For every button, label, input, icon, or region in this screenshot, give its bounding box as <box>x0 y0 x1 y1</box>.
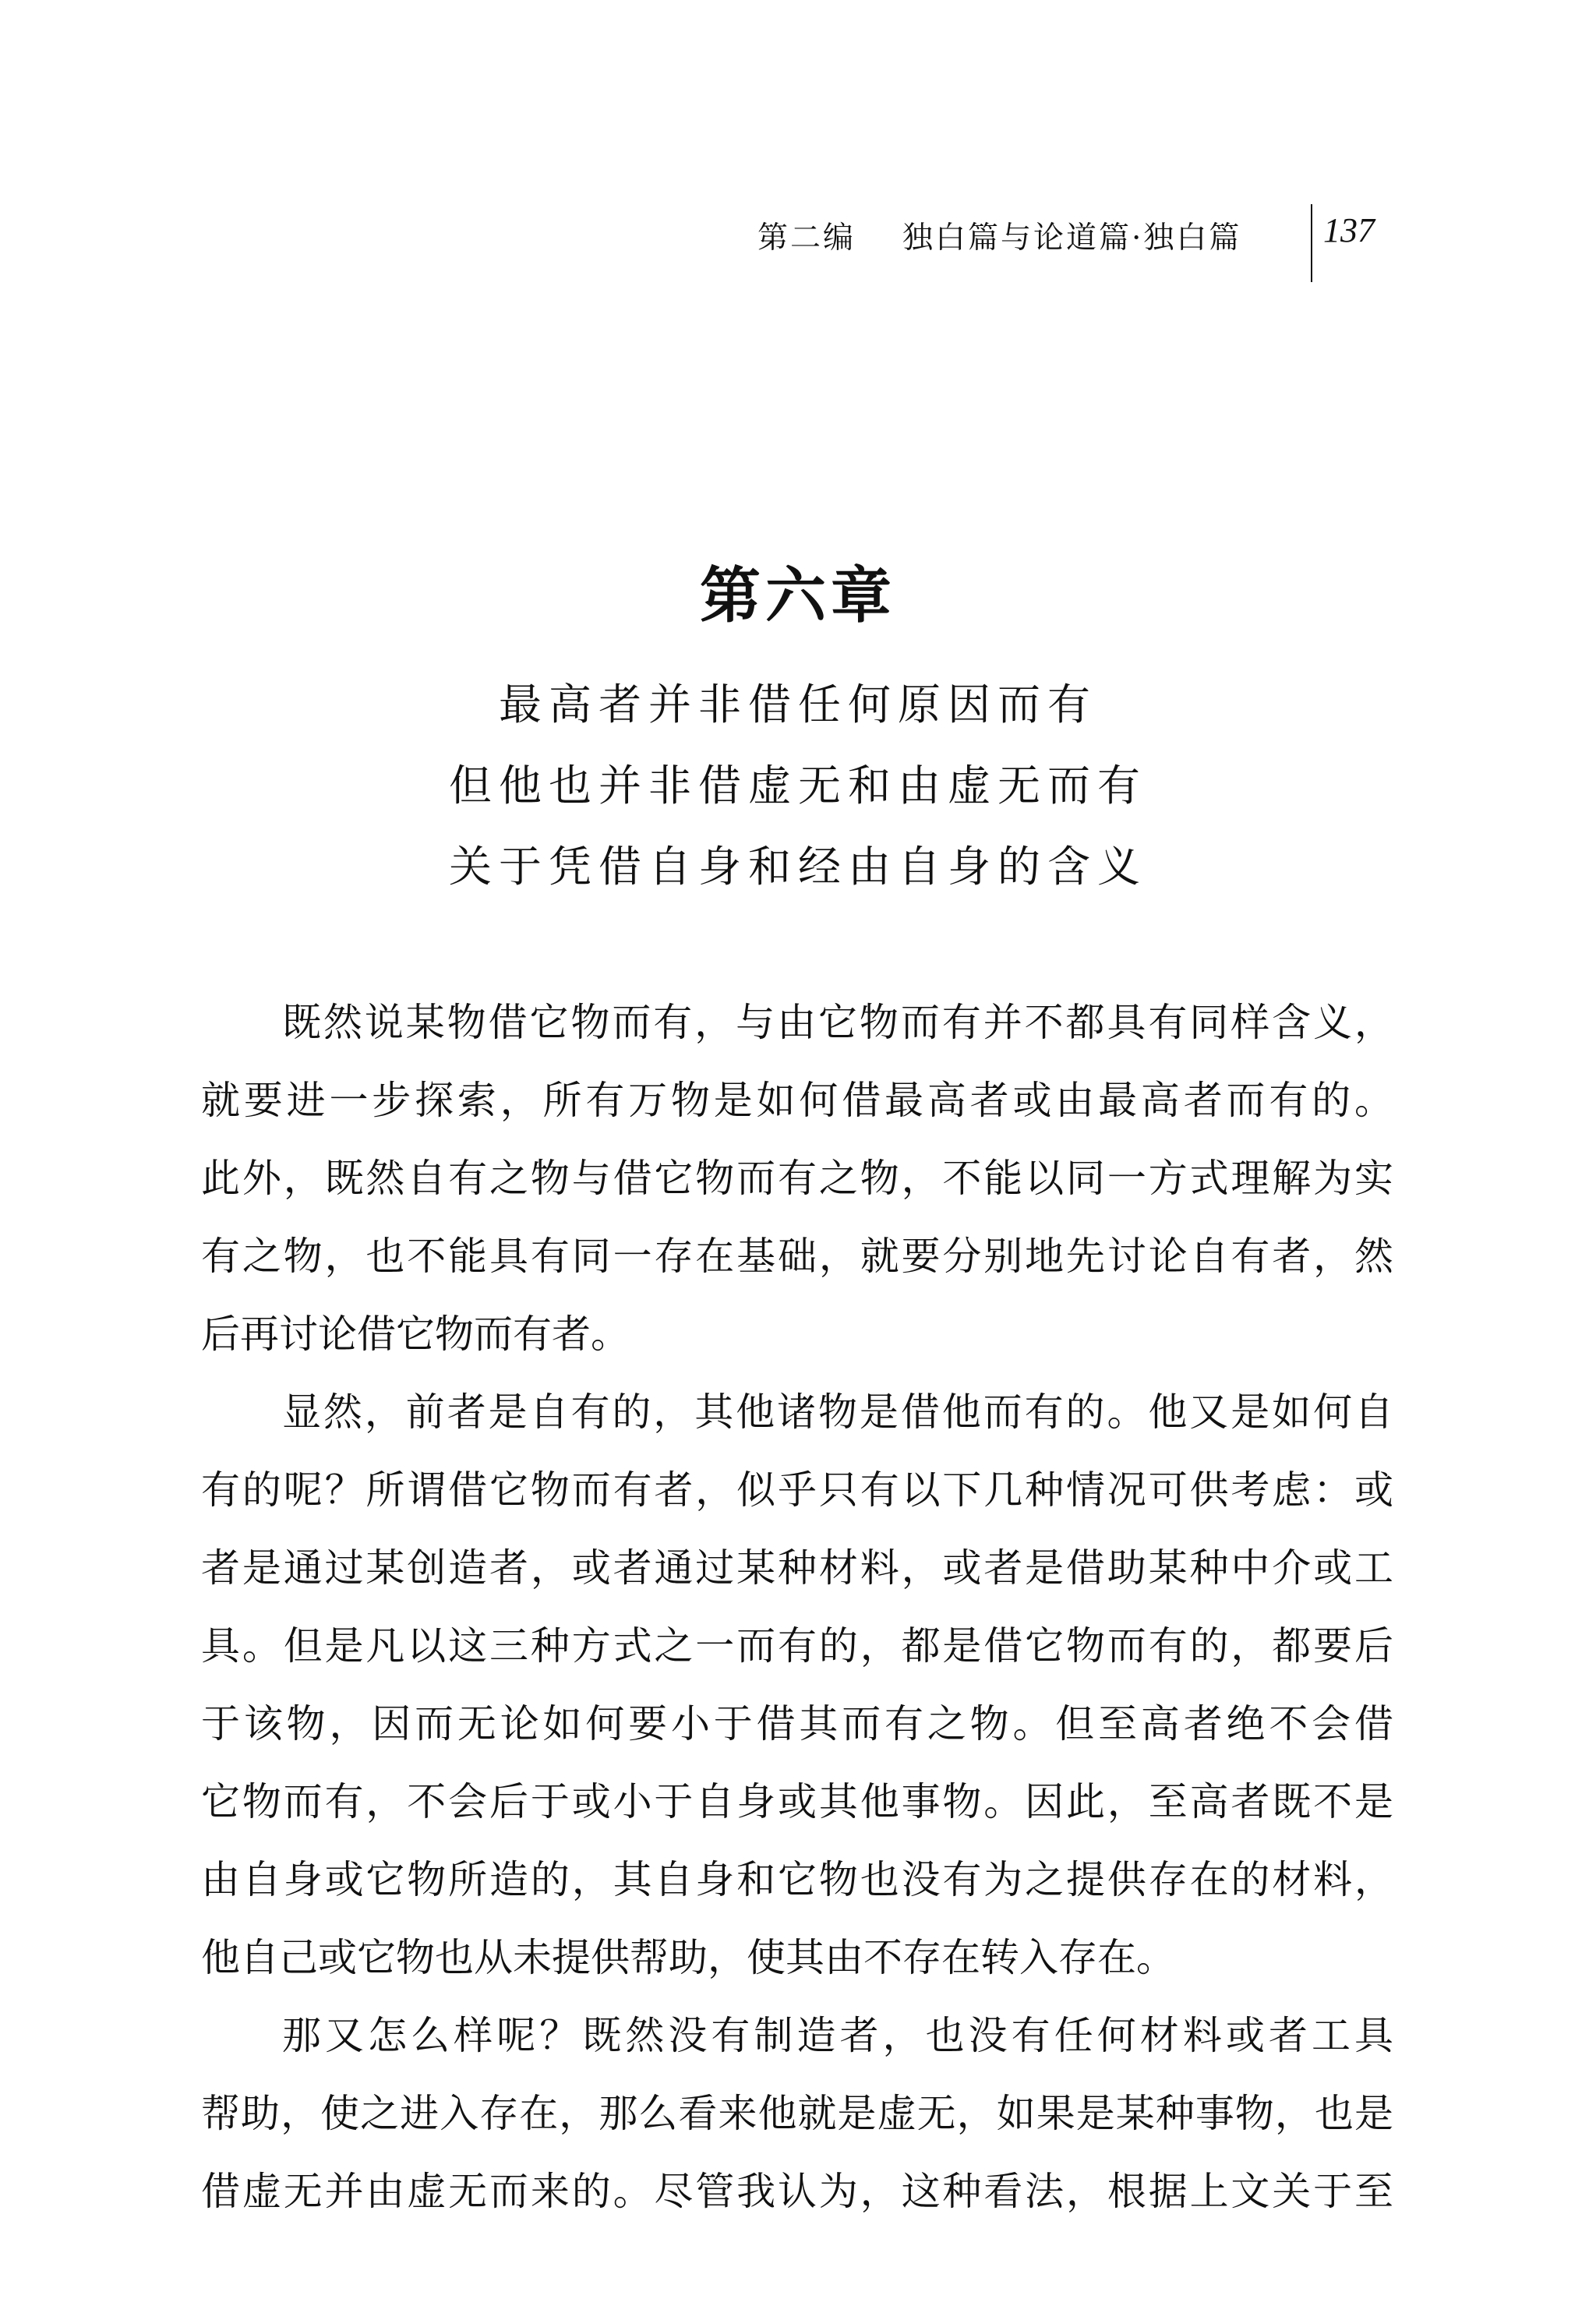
body-text <box>201 983 1393 2230</box>
chapter-subtitle-line: 最高者并非借任何原因而有 <box>498 680 1097 729</box>
running-header-divider <box>1311 204 1312 282</box>
text-line: 那又怎么样呢？既然没有制造者，也没有任何材料或者工具 <box>282 2013 1393 2058</box>
text-line: 有之物，也不能具有同一存在基础，就要分别地先讨论自有者，然 <box>201 1234 1393 1279</box>
chapter-subtitle-line: 关于凭借自身和经由自身的含义 <box>448 842 1147 892</box>
text-line: 显然，前者是自有的，其他诸物是借他而有的。他又是如何自 <box>282 1390 1393 1435</box>
paragraph-3 <box>201 1997 1393 2230</box>
running-header-section: 独白篇与论道篇·独白篇 <box>902 221 1242 256</box>
running-header-part: 第二编 <box>757 221 856 256</box>
text-line: 此外，既然自有之物与借它物而有之物，不能以同一方式理解为实 <box>201 1156 1393 1201</box>
text-line: 它物而有，不会后于或小于自身或其他事物。因此，至高者既不是 <box>201 1779 1393 1824</box>
text-line: 后再讨论借它物而有者。 <box>201 1312 630 1357</box>
chapter-subtitles <box>0 664 1596 907</box>
text-line: 有的呢？所谓借它物而有者，似乎只有以下几种情况可供考虑：或 <box>201 1467 1393 1513</box>
text-line: 帮助，使之进入存在，那么看来他就是虚无，如果是某种事物，也是 <box>201 2091 1393 2136</box>
text-line: 由自身或它物所造的，其自身和它物也没有为之提供存在的材料， <box>201 1857 1393 1902</box>
text-line: 就要进一步探索，所有万物是如何借最高者或由最高者而有的。 <box>201 1078 1393 1123</box>
chapter-title: 第六章 <box>699 560 896 631</box>
page-number: 137 <box>1323 211 1375 249</box>
paragraph-2 <box>201 1373 1393 1997</box>
text-line: 者是通过某创造者，或者通过某种材料，或者是借助某种中介或工 <box>201 1545 1393 1591</box>
text-line: 于该物，因而无论如何要小于借其而有之物。但至高者绝不会借 <box>201 1701 1393 1746</box>
text-line: 他自己或它物也从未提供帮助，使其由不存在转入存在。 <box>201 1935 1175 1980</box>
paragraph-1 <box>201 983 1393 1373</box>
text-line: 具。但是凡以这三种方式之一而有的，都是借它物而有的，都要后 <box>201 1623 1393 1668</box>
chapter-subtitle-line: 但他也并非借虚无和由虚无而有 <box>448 761 1147 810</box>
running-header <box>748 204 1387 298</box>
text-line: 既然说某物借它物而有，与由它物而有并不都具有同样含义， <box>282 1000 1393 1045</box>
text-line: 借虚无并由虚无而来的。尽管我认为，这种看法，根据上文关于至 <box>201 2169 1393 2214</box>
